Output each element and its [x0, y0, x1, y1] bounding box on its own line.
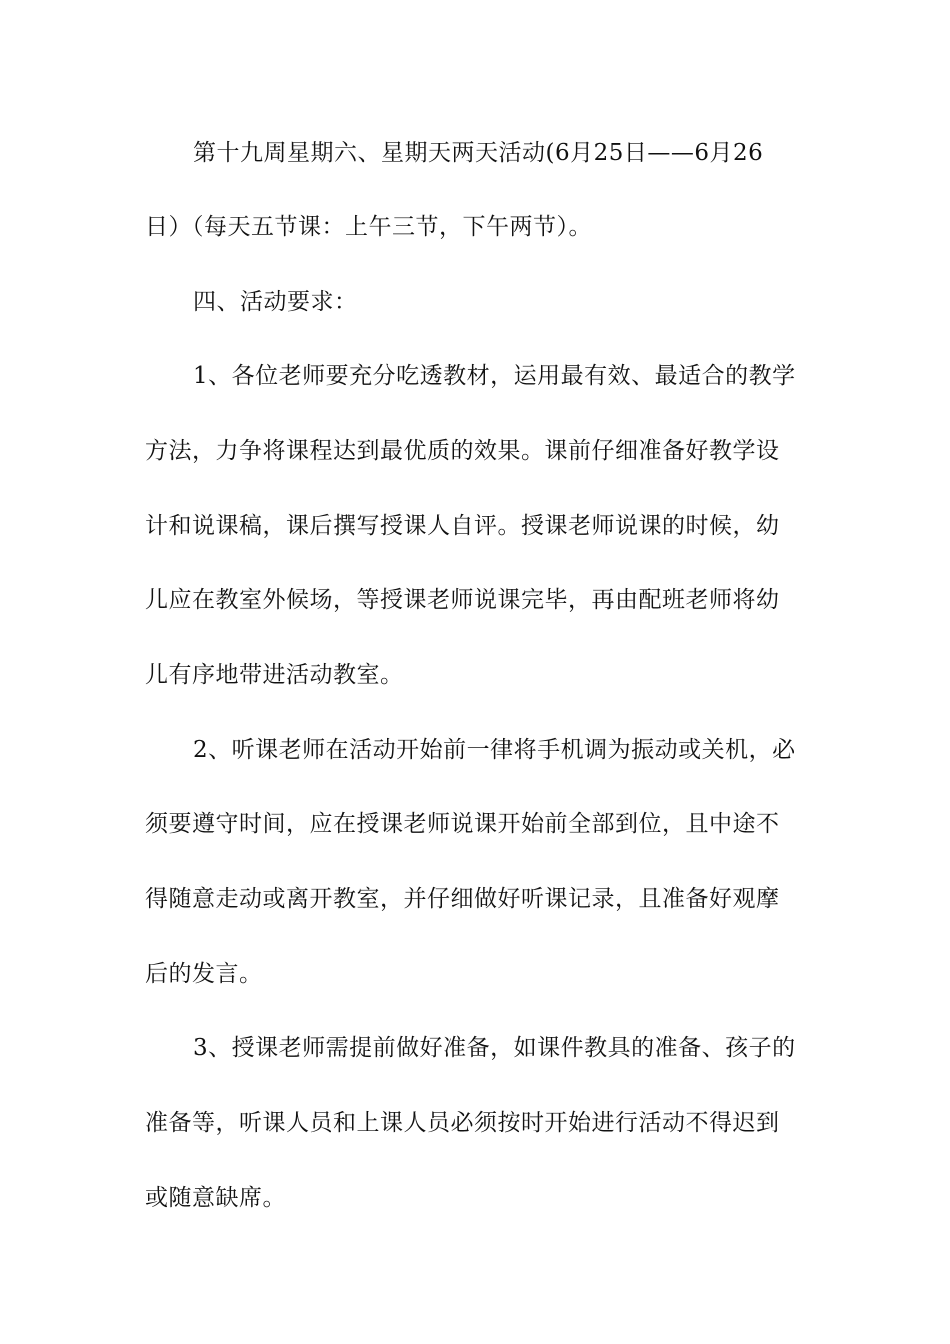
text-line: 得随意走动或离开教室，并仔细做好听课记录，且准备好观摩 [145, 886, 780, 912]
text-line: 准备等，听课人员和上课人员必须按时开始进行活动不得迟到 [145, 1110, 780, 1136]
text-line: 方法，力争将课程达到最优质的效果。课前仔细准备好教学设 [145, 438, 780, 464]
text-line: 1、各位老师要充分吃透教材，运用最有效、最适合的教学 [193, 363, 796, 389]
text-line: 2、听课老师在活动开始前一律将手机调为振动或关机，必 [193, 737, 796, 763]
text-line: 第十九周星期六、星期天两天活动(6月25日——6月26 [193, 140, 764, 166]
text-line: 后的发言。 [145, 961, 263, 987]
section-heading: 四、活动要求： [193, 289, 358, 315]
text-line: 计和说课稿，课后撰写授课人自评。授课老师说课的时候，幼 [145, 513, 780, 539]
text-line: 儿有序地带进活动教室。 [145, 662, 404, 688]
text-line: 须要遵守时间，应在授课老师说课开始前全部到位，且中途不 [145, 811, 780, 837]
text-line: 儿应在教室外候场，等授课老师说课完毕，再由配班老师将幼 [145, 587, 780, 613]
text-line: 或随意缺席。 [145, 1185, 286, 1211]
text-line: 日）（每天五节课：上午三节，下午两节）。 [145, 214, 592, 240]
text-line: 3、授课老师需提前做好准备，如课件教具的准备、孩子的 [193, 1035, 796, 1061]
